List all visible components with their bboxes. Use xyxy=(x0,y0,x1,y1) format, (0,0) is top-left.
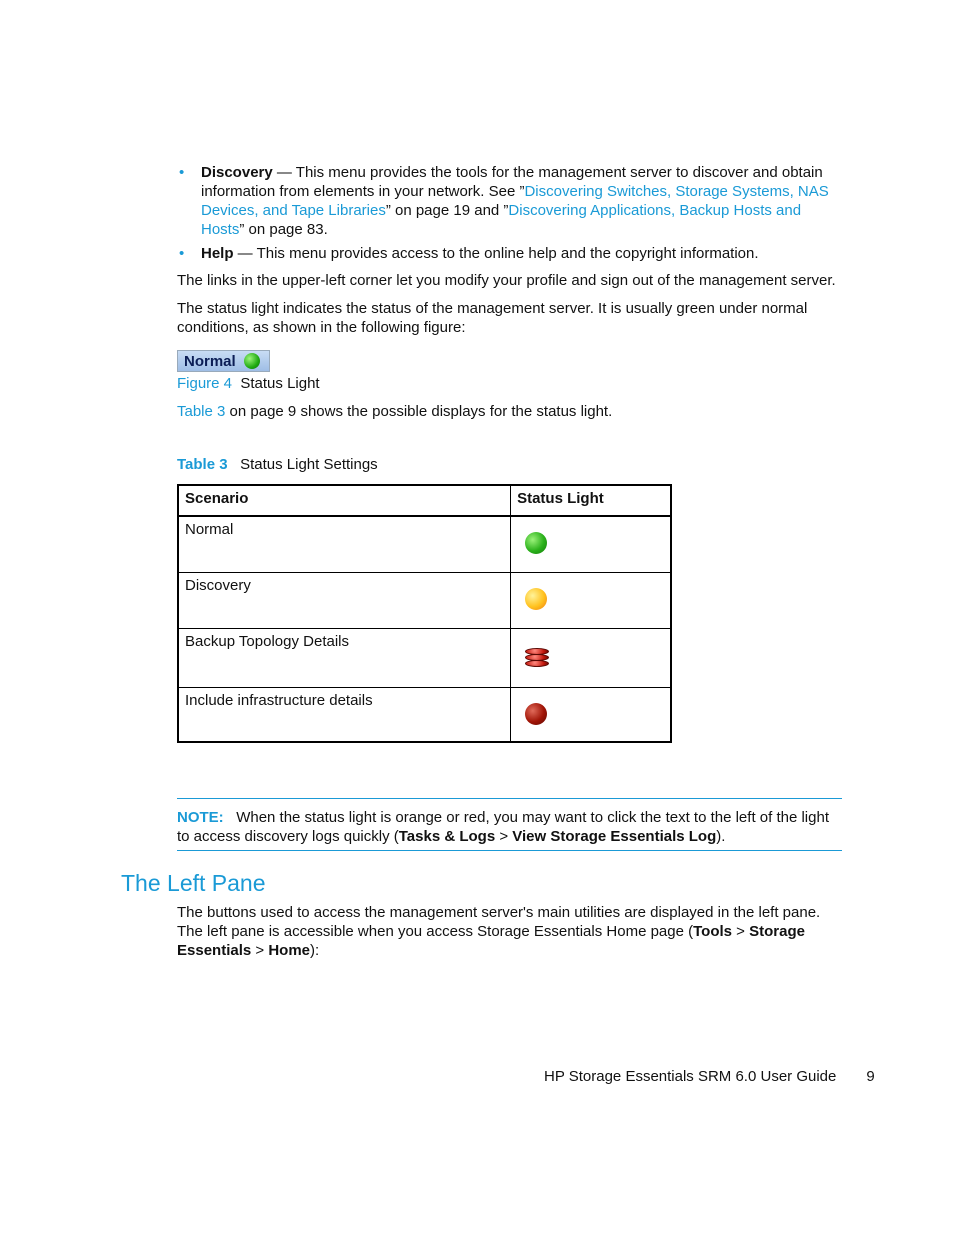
note xyxy=(177,808,842,846)
red-stacked-disks-icon xyxy=(525,648,549,668)
path-separator: > xyxy=(495,828,513,845)
path-separator: > xyxy=(251,942,269,959)
section-text: The buttons used to access the management server's main utilities are displayed in the left pane. The left pane is accessible when you access Storage Essentials Home page ( xyxy=(177,904,821,940)
table-header-row xyxy=(178,485,671,516)
note-label: NOTE: xyxy=(177,809,224,826)
status-cell xyxy=(511,516,671,572)
scenario-cell: Include infrastructure details xyxy=(178,687,511,742)
green-status-light-icon xyxy=(244,353,260,369)
status-cell xyxy=(511,572,671,628)
red-status-light-icon xyxy=(525,703,547,725)
menu-path-tasks-logs: Tasks & Logs xyxy=(398,828,496,845)
page-footer xyxy=(544,1067,875,1086)
table-reference xyxy=(177,402,842,421)
column-header-scenario: Scenario xyxy=(178,485,511,516)
page-number: 9 xyxy=(866,1068,875,1085)
status-light-figure xyxy=(177,350,270,372)
list-item-discovery xyxy=(179,163,831,239)
table-reference-text: on page 9 shows the possible displays for the status light. xyxy=(225,403,613,420)
figure-caption xyxy=(177,374,842,393)
paragraph-links: The links in the upper-left corner let you modify your profile and sign out of the management server. xyxy=(177,272,836,289)
bullet-term: Help xyxy=(201,245,234,262)
paragraph-status: The status light indicates the status of the management server. It is usually green under normal conditions, as shown in the following figure: xyxy=(177,300,808,336)
table-row xyxy=(178,516,671,572)
menu-path-home: Home xyxy=(268,942,311,959)
bullet-text: — This menu provides access to the online help and the copyright information. xyxy=(233,245,759,262)
note-top-rule xyxy=(177,798,842,799)
table-caption xyxy=(177,455,842,474)
table-row xyxy=(178,687,671,742)
footer-title: HP Storage Essentials SRM 6.0 User Guide xyxy=(544,1068,837,1085)
table-caption-text: Status Light Settings xyxy=(240,456,378,473)
scenario-cell: Normal xyxy=(178,516,511,572)
bullet-term: Discovery xyxy=(201,164,273,181)
table-row xyxy=(178,572,671,628)
note-text: When the status light is orange or red, you may want to click the text to the left of the light to access discovery logs quickly ( xyxy=(177,809,829,845)
note-bottom-rule xyxy=(177,850,842,851)
note-text: ). xyxy=(716,828,726,845)
figure-normal-label: Normal xyxy=(184,352,236,370)
bullet-text: — This menu provides the tools for the management server to discover and obtain information from elements in your network. See ” xyxy=(201,164,823,200)
list-item-help xyxy=(179,244,831,263)
table-label: Table 3 xyxy=(177,456,228,473)
scenario-cell: Discovery xyxy=(178,572,511,628)
figure-caption-text: Status Light xyxy=(240,375,320,392)
section-title: The Left Pane xyxy=(121,870,266,896)
link-discovering-applications[interactable]: Discovering Applications, Backup Hosts and Hosts xyxy=(201,202,802,238)
menu-path-view-log: View Storage Essentials Log xyxy=(512,828,717,845)
menu-path-tools: Tools xyxy=(693,923,732,940)
orange-status-light-icon xyxy=(525,588,547,610)
link-discovering-switches[interactable]: Discovering Switches, Storage Systems, NAS Devices, and Tape Libraries xyxy=(201,183,829,219)
bullet-icon: • xyxy=(179,245,185,262)
green-status-light-icon xyxy=(525,532,547,554)
menu-path-storage-essentials: Storage Essentials xyxy=(177,923,805,959)
bullet-text: ” on page 19 and ” xyxy=(385,202,509,219)
table-row xyxy=(178,628,671,687)
path-separator: > xyxy=(732,923,750,940)
bullet-icon: • xyxy=(179,164,185,181)
link-table-3[interactable]: Table 3 xyxy=(177,403,226,420)
section-paragraph xyxy=(177,903,842,960)
status-cell xyxy=(511,628,671,687)
figure-label: Figure 4 xyxy=(177,375,233,392)
status-light-table xyxy=(177,484,672,743)
bullet-text: ” on page 83. xyxy=(239,221,328,238)
scenario-cell: Backup Topology Details xyxy=(178,628,511,687)
column-header-status-light: Status Light xyxy=(511,485,671,516)
bullet-list xyxy=(179,163,831,263)
status-cell xyxy=(511,687,671,742)
section-text: ): xyxy=(310,942,320,959)
